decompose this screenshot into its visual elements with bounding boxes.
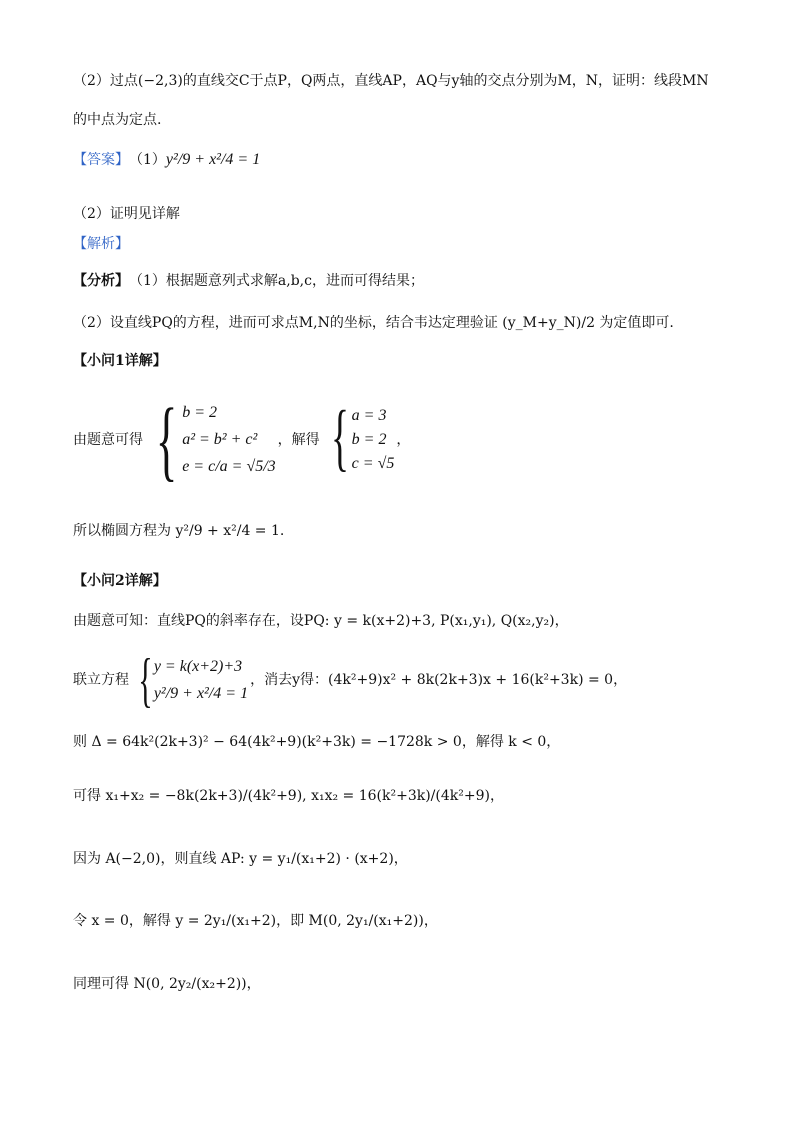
fenxi-line-1 <box>73 272 740 290</box>
sub2-s3: 则 Δ = 64k²(2k+3)² − 64(4k²+9)(k²+3k) = −1728k > 0，解得 k < 0， <box>73 734 561 750</box>
sub2-s2-tail: ，消去y得：(4k²+9)x² + 8k(2k+3)x + 16(k²+3k) = 0， <box>250 671 628 688</box>
sub1-heading <box>73 352 740 370</box>
sub2-step-3 <box>73 733 740 751</box>
question-2-line-1 <box>73 72 740 90</box>
sub2-s4: 可得 x₁+x₂ = −8k(2k+3)/(4k²+9), x₁x₂ = 16(k²+3k)/(4k²+9)， <box>73 788 504 804</box>
sub1-solution <box>322 396 395 479</box>
question-2-text-2: 的中点为定点. <box>73 112 162 128</box>
sub1-conclusion-line <box>73 522 740 540</box>
sub1-mid: ，解得 <box>277 431 320 448</box>
sub1-system-line <box>73 385 740 495</box>
sub2-s1: 由题意可知：直线PQ的斜率存在，设PQ: y = k(x+2)+3, P(x₁,y₁), Q(x₂,y₂)， <box>73 613 569 629</box>
sub2-step-2 <box>73 647 740 713</box>
sub1-eq-2: a² = b² + c² <box>182 431 258 448</box>
left-brace-icon: { <box>330 396 349 479</box>
answer-part1-label: （1） <box>129 152 166 169</box>
sub2-step-1 <box>73 612 740 630</box>
left-brace-icon: { <box>138 647 153 713</box>
sub1-lead: 由题意可得 <box>73 431 143 448</box>
sub2-eq-1: y = k(x+2)+3 <box>153 657 243 675</box>
sub1-sol-a: a = 3 <box>351 407 387 424</box>
fenxi-line-2 <box>73 314 740 332</box>
answer-line <box>73 150 740 171</box>
fenxi-text-1: （1）根据题意列式求解a,b,c，进而可得结果； <box>129 273 424 289</box>
sub1-sol-b: b = 2 <box>351 431 387 448</box>
fenxi-tag: 【分析】 <box>73 273 129 289</box>
question-2-line-2 <box>73 111 740 129</box>
sub1-eq-3: e = c/a = √5/3 <box>182 458 276 475</box>
sub2-step-4 <box>73 787 740 805</box>
sub1-conclusion: 所以椭圆方程为 y²/9 + x²/4 = 1. <box>73 523 285 539</box>
analysis-heading <box>73 235 740 253</box>
sub2-step-5 <box>73 850 740 868</box>
sub1-sol-c: c = √5 <box>351 455 395 472</box>
sub1-tail: ， <box>396 431 411 448</box>
sub1-eq-1: b = 2 <box>182 404 217 421</box>
sub2-s2-lead: 联立方程 <box>73 671 129 688</box>
sub2-s5: 因为 A(−2,0)，则直线 AP: y = y₁/(x₁+2) · (x+2)， <box>73 851 408 867</box>
fenxi-text-2: （2）设直线PQ的方程，进而可求点M,N的坐标，结合韦达定理验证 (y_M+y_N)/2 为定值即可. <box>73 315 674 331</box>
answer-tag: 【答案】 <box>73 152 129 169</box>
sub2-step-6 <box>73 912 740 930</box>
sub1-system <box>145 390 276 490</box>
sub1-title: 【小问1详解】 <box>73 353 167 369</box>
sub2-s7: 同理可得 N(0, 2y₂/(x₂+2))， <box>73 976 261 992</box>
sub2-eq-2: y²/9 + x²/4 = 1 <box>153 684 249 702</box>
analysis-tag: 【解析】 <box>73 236 129 252</box>
answer-part2-line <box>73 205 740 223</box>
sub2-step-7 <box>73 975 740 993</box>
answer-part2: （2）证明见详解 <box>73 206 180 222</box>
left-brace-icon: { <box>155 390 178 490</box>
question-2-text-1: （2）过点(−2,3)的直线交C于点P，Q两点，直线AP，AQ与y轴的交点分别为M，N，证明：线段MN <box>73 73 709 89</box>
sub2-title: 【小问2详解】 <box>73 573 167 589</box>
sub2-heading <box>73 572 740 590</box>
sub2-s6: 令 x = 0，解得 y = 2y₁/(x₁+2)，即 M(0, 2y₁/(x₁+2))， <box>73 913 438 929</box>
sub2-system <box>131 647 249 713</box>
answer-part1-equation: y²/9 + x²/4 = 1 <box>165 151 261 168</box>
